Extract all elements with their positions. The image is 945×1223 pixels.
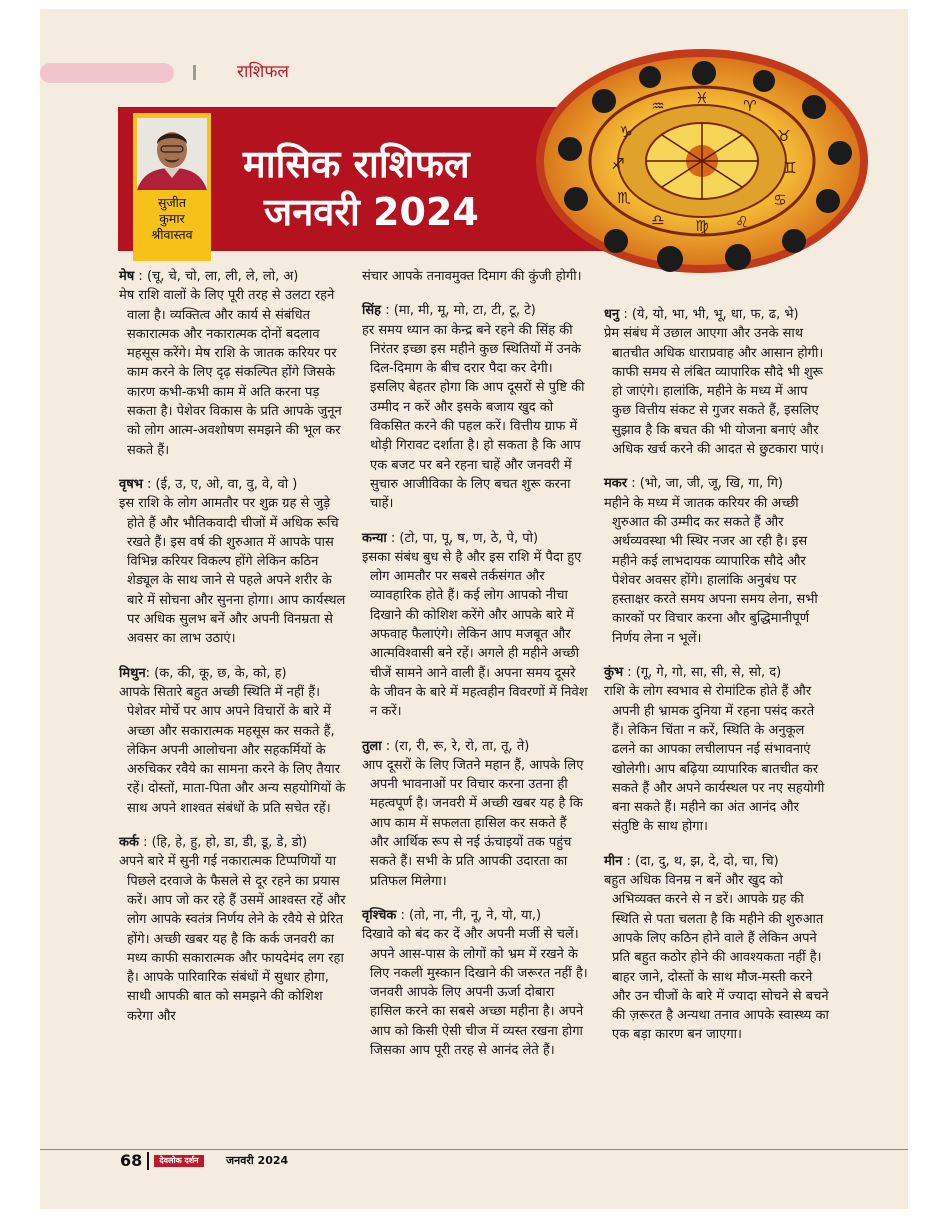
rashi-name: कर्क (119, 835, 139, 851)
rashi-text: प्रेम संबंध में उछाल आएगा और उनके साथ बातचीत अधिक धाराप्रवाह और आसान होगी। काफी समय से लंबित व्यापारिक सौदे भी शुरू हो जाएंगे। हालांकि, महीने के मध्य में आप कुछ वित्तीय संकट से गुजर सकते हैं, इसलिए सुझाव है कि बचत की भी योजना बनाएं और अधिक खर्च करने की आदत से छुटकारा पाएं। (604, 326, 824, 458)
rashi-text: संचार आपके तनावमुक्त दिमाग की कुंजी होगी। (362, 269, 582, 284)
svg-text:♉: ♉ (777, 127, 791, 145)
header-pill (40, 63, 174, 83)
svg-text:♍: ♍ (695, 217, 709, 235)
rashi-letters: : (क, की, कू, छ, के, को, ह) (145, 665, 287, 681)
rashi-heading (119, 475, 351, 494)
rashi-name: मेष (119, 269, 135, 284)
rashi-meen (604, 852, 830, 1045)
rashi-heading (604, 663, 830, 682)
rashi-name: मकर (604, 476, 628, 492)
issue-date: जनवरी 2024 (226, 1154, 289, 1167)
column-2 (362, 267, 588, 1075)
page-title-line2: जनवरी 2024 (264, 190, 479, 234)
author-portrait-icon (137, 118, 207, 190)
rashi-kark-continued (362, 267, 588, 286)
author-name-line: कुमार (159, 211, 185, 226)
rashi-dhanu (604, 305, 830, 459)
rashi-kanya (362, 529, 588, 722)
column-1 (119, 267, 351, 1041)
rashi-heading (119, 833, 351, 852)
section-label: राशिफल (237, 62, 289, 82)
rashi-letters: : (दा, दु, थ, झ, दे, दो, चा, चि) (622, 853, 779, 869)
rashi-text: अपने बारे में सुनी गई नकारात्मक टिप्पणियों या पिछले दरवाजे के फैसले से दूर रहने का प्रयास करें। आप जो कर रहे हैं उसमें आश्वस्त रहें और लोग आपके स्वतंत्र निर्णय लेने के रवैये से प्रेरित होंगे। अच्छी खबर यह है कि कर्क जनवरी का मध्य काफी सकारात्मक और फायदेमंद लग रहा है। आपके पारिवारिक संबंधों में सुधार होगा, साथी आपकी बात को समझने की कोशिश करेगा और (119, 854, 346, 1024)
rashi-heading (119, 267, 351, 286)
rashi-letters: : (ई, उ, ए, ओ, वा, वु, वे, वो ) (142, 476, 298, 492)
page-number: 68 (120, 1151, 143, 1170)
page-title-line1: मासिक राशिफल (243, 142, 470, 186)
rashi-tula (362, 737, 588, 891)
rashi-heading (604, 474, 830, 493)
rashi-text: मेष राशि वालों के लिए पूरी तरह से उलटा रहने वाला है। व्यक्तित्व और कार्य से संबंधित सकारात्मक और नकारात्मक दोनों बदलाव महसूस करेंगे। मेष राशि के जातक करियर पर काम करने के लिए दृढ़ संकल्पित होंगे जिसके कारण कभी-कभी काम में अति करना पड़ सकता है। पेशेवर विकास के प्रति आपके जुनून को लोग आत्म-अवशोषण समझने की भूल कर सकते हैं। (119, 288, 342, 458)
rashi-text: महीने के मध्य में जातक करियर की अच्छी शुरुआत की उम्मीद कर सकते हैं और अर्थव्यवस्था भी स्थिर नजर आ रही है। इस महीने कई लाभदायक व्यापारिक सौदे और पेशेवर अवसर होंगे। हालांकि अनुबंध पर हस्ताक्षर करते समय अपना समय लेना, सभी कारकों पर विचार करना और बुद्धिमानीपूर्ण निर्णय लेना न भूलें। (604, 495, 818, 646)
rashi-letters: : (मा, मी, मू, मो, टा, टी, टू, टे) (381, 303, 536, 319)
rashi-letters: : (गू, गे, गो, सा, सी, से, सो, द) (623, 665, 782, 681)
rashi-heading (119, 664, 351, 683)
rashi-kark (119, 833, 351, 1026)
rashi-text: हर समय ध्यान का केन्द्र बने रहने की सिंह की निरंतर इच्छा इस महीने कुछ स्थितियों में उनके दिल-दिमाग के बीच दरार पैदा कर देगी। इसलिए बेहतर होगा कि आप दूसरों से पुष्टि की उम्मीद न करें और इसके बजाय खुद को विकसित करने की पहल करें। वित्तीय ग्राफ में थोड़ी गिरावट दर्शाता है। हो सकता है कि आप एक बजट पर बने रहना चाहें और जनवरी में सुचारु आजीविका के लिए बचत शुरू करना चाहें। (362, 322, 585, 512)
rashi-letters: : (हि, हे, हु, हो, डा, डी, डू, डे, डो) (138, 835, 308, 851)
rashi-letters: : (भो, जा, जी, जू, खि, गा, गि) (627, 476, 784, 492)
svg-text:♋: ♋ (773, 191, 787, 209)
author-photo (137, 118, 207, 190)
rashi-heading (362, 906, 588, 925)
author-name (133, 195, 211, 243)
rashi-mesh (119, 267, 351, 460)
rashi-name: वृश्चिक (362, 907, 397, 923)
rashi-heading (362, 529, 588, 548)
author-name-line: श्रीवास्तव (151, 227, 193, 242)
rashi-text: इसका संबंध बुध से है और इस राशि में पैदा हुए लोग आमतौर पर सबसे तर्कसंगत और व्यावहारिक होते हैं। कई लोग आपको नीचा दिखाने की कोशिश करेंगे और आपके बारे में अफवाह फैलाएंगे। लेकिन आप मजबूत और आत्मविश्वासी बने रहें। अगले ही महीने अच्छी चीजें सामने आने वाली हैं। अपना समय दूसरे के जीवन के बारे में महत्वहीन विवरणों में निवेश न करें। (362, 549, 588, 720)
rashi-letters: : (तो, ना, नी, नू, ने, यो, या,) (396, 907, 542, 923)
rashi-text: बहुत अधिक विनम्र न बनें और खुद को अभिव्यक्त करने से न डरें। आपके ग्रह की स्थिति से पता चलता है कि महीने की शुरुआत आपके लिए कठिन होने वाले हैं लेकिन अपने प्रति बहुत कठोर होने की आवश्यकता नहीं है। बाहर जाने, दोस्तों के साथ मौज-मस्ती करने और उन चीजों के बारे में ज्यादा सोचने से बचने की ज़रूरत है अन्यथा तनाव आपके स्वास्थ्य का एक बड़ा कारण बन जाएगा। (604, 873, 829, 1043)
rashi-vrishabh (119, 475, 351, 649)
svg-text:♑: ♑ (619, 123, 633, 141)
rashi-mithun (119, 664, 351, 818)
svg-text:♈: ♈ (743, 97, 757, 115)
rashi-name: कुंभ (604, 665, 624, 681)
rashi-text: आपके सितारे बहुत अच्छी स्थिति में नहीं हैं। पेशेवर मोर्चे पर आप अपने विचारों के बारे में अच्छा और सकारात्मक महसूस कर सकते हैं, लेकिन अपनी आलोचना और सहकर्मियों के अरुचिकर रवैये का सामना करने के लिए तैयार रहें। दोस्तों, माता-पिता और अन्य सहयोगियों के साथ अपने शाश्वत संबंधों के प्रति सचेत रहें। (119, 684, 346, 816)
rashi-name: तुला (362, 738, 382, 754)
rashi-letters: : (ये, यो, भा, भी, भू, धा, फ, ढ, भे) (619, 307, 799, 322)
footer-rule (40, 1149, 908, 1150)
rashi-singh (362, 301, 588, 513)
rashi-letters: : (चू, चे, चो, ला, ली, ले, लो, अ) (134, 269, 299, 284)
magazine-logo: देवलोक दर्शन (154, 1155, 204, 1167)
svg-text:♐: ♐ (611, 155, 625, 173)
rashi-heading (604, 305, 830, 324)
rashi-name: कन्या (362, 530, 387, 546)
column-3 (604, 305, 830, 1060)
magazine-page (40, 9, 908, 1209)
svg-text:♓: ♓ (695, 89, 709, 107)
rashi-kumbh (604, 663, 830, 837)
header-separator (193, 65, 196, 80)
rashi-name: मीन (604, 853, 623, 869)
svg-text:♏: ♏ (617, 189, 631, 207)
svg-text:♒: ♒ (651, 97, 665, 115)
zodiac-wheel-illustration (532, 45, 872, 277)
svg-text:♊: ♊ (783, 159, 797, 177)
svg-text:♌: ♌ (735, 213, 749, 231)
rashi-text: आप दूसरों के लिए जितने महान हैं, आपके लिए अपनी भावनाओं पर विचार करना उतना ही महत्वपूर्ण है। जनवरी में अच्छी खबर यह है कि आप काम में सफलता हासिल कर सकते हैं और आर्थिक रूप से नई ऊंचाइयों तक पहुंच सकते हैं। सभी के प्रति आपकी उदारता का प्रतिफल मिलेगा। (362, 757, 584, 889)
rashi-text: इस राशि के लोग आमतौर पर शुक्र ग्रह से जुड़े होते हैं और भौतिकवादी चीजों में अधिक रूचि रखते हैं। इस वर्ष की शुरुआत में आपके पास विभिन्न करियर विकल्प होंगे लेकिन कठिन शेड्यूल के साथ जाने से पहले अपने शरीर के बारे में सोचना और सुनना होगा। आप कार्यस्थल पर अधिक सुलभ बनें और अपनी विनम्रता से अवसर का लाभ उठाएं। (119, 496, 346, 647)
rashi-heading (604, 852, 830, 871)
rashi-name: धनु (604, 307, 620, 322)
rashi-name: मिथुन (119, 665, 146, 681)
rashi-makar (604, 474, 830, 648)
svg-text:♎: ♎ (651, 211, 665, 229)
rashi-letters: : (रा, री, रू, रे, रो, ता, तू, ते) (381, 738, 530, 754)
rashi-heading (362, 737, 588, 756)
footer-divider (147, 1152, 149, 1170)
rashi-vrishchik (362, 906, 588, 1060)
rashi-letters: : (टो, पा, पू, ष, ण, ठे, पे, पो) (386, 530, 539, 546)
rashi-name: वृषभ (119, 476, 143, 492)
rashi-text: दिखावे को बंद कर दें और अपनी मर्जी से चलें। अपने आस-पास के लोगों को भ्रम में रखने के लिए नकली मुस्कान दिखाने की जरूरत नहीं है। जनवरी आपके लिए अपनी ऊर्जा दोबारा हासिल करने का सबसे अच्छा महीना है। अपने आप को किसी ऐसी चीज में व्यस्त रखना होगा जिसका आप पूरी तरह से आनंद लेते हैं। (362, 927, 588, 1058)
author-name-line: सुजीत (157, 195, 187, 210)
rashi-text: राशि के लोग स्वभाव से रोमांटिक होते हैं और अपनी ही भ्रामक दुनिया में रहना पसंद करते हैं। लेकिन चिंता न करें, स्थिति के अनुकूल ढलने का आपका लचीलापन नई संभावनाएं खोलेगी। आप बढ़िया व्यापारिक बातचीत कर सकते हैं और अपने कार्यस्थल पर नए सहयोगी बना सकते हैं। महीने का अंत आनंद और संतुष्टि के साथ होगा। (604, 684, 825, 835)
rashi-name: सिंह (362, 303, 382, 319)
rashi-heading (362, 301, 588, 320)
